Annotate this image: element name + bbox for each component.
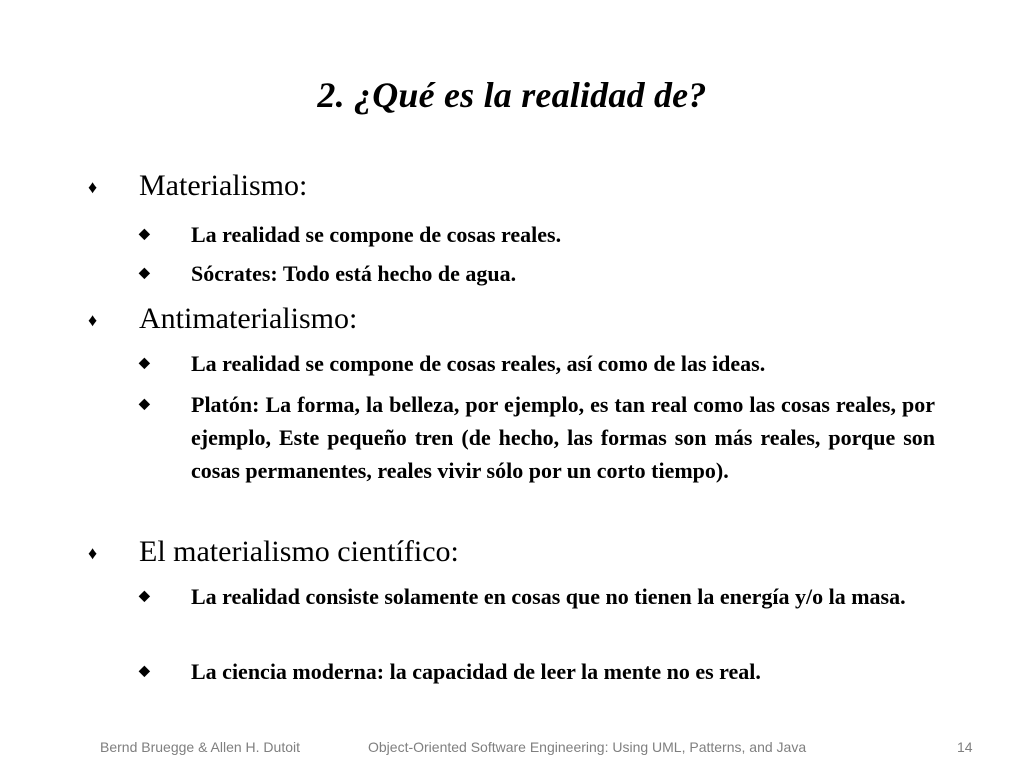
- item-text: La realidad se compone de cosas reales.: [191, 222, 562, 247]
- diamond-bullet-icon: ◆: [139, 589, 150, 604]
- diamond-bullet-icon: ♦: [88, 177, 98, 197]
- diamond-bullet-icon: ◆: [139, 227, 150, 242]
- item-text: La realidad consiste solamente en cosas que no tienen la energía y/o la masa.: [191, 584, 906, 609]
- diamond-bullet-icon: ♦: [88, 543, 98, 563]
- footer-authors: Bernd Bruegge & Allen H. Dutoit: [100, 739, 301, 755]
- item-text: Platón: La forma, la belleza, por ejemplo, es tan real como las cosas reales, por ejemplo, Este pequeño tren (de hecho, las formas son más reales, porque son cosas permanentes, reales vivir sólo por un corto tiempo).: [191, 392, 935, 483]
- item-text: La realidad se compone de cosas reales, así como de las ideas.: [191, 351, 766, 376]
- footer-book-title: Object-Oriented Software Engineering: Using UML, Patterns, and Java: [368, 739, 807, 755]
- item-text: La ciencia moderna: la capacidad de leer la mente no es real.: [191, 659, 761, 684]
- section-heading: Materialismo:: [139, 169, 308, 202]
- diamond-bullet-icon: ◆: [139, 397, 150, 412]
- diamond-bullet-icon: ◆: [139, 266, 150, 281]
- section-heading: Antimaterialismo:: [139, 302, 358, 335]
- slide-title: 2. ¿Qué es la realidad de?: [317, 75, 707, 115]
- footer-page-number: 14: [957, 739, 973, 755]
- diamond-bullet-icon: ◆: [139, 356, 150, 371]
- section-heading: El materialismo científico:: [139, 535, 459, 568]
- diamond-bullet-icon: ♦: [88, 310, 98, 330]
- item-text: Sócrates: Todo está hecho de agua.: [191, 261, 517, 286]
- diamond-bullet-icon: ◆: [139, 664, 150, 679]
